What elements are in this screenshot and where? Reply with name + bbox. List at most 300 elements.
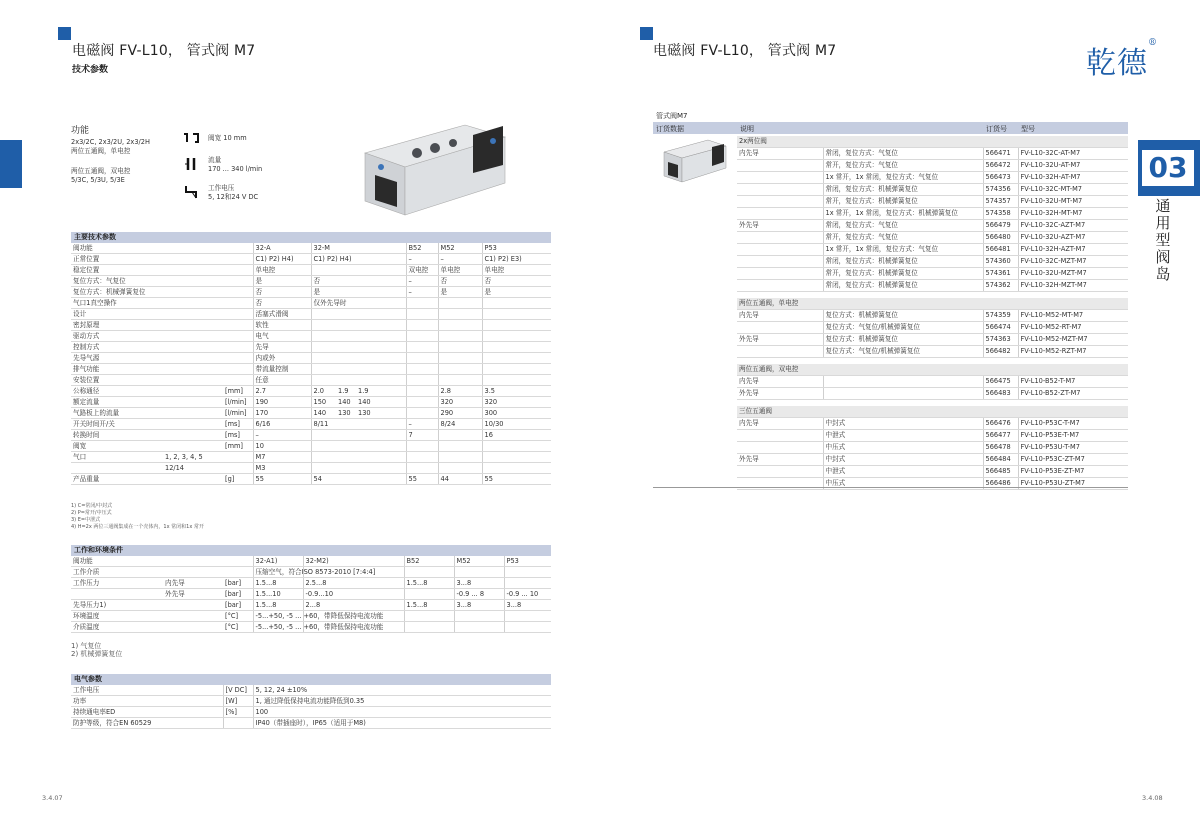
- tab-text-char: 通: [1155, 197, 1171, 215]
- env-table-cell: 1.5...10: [253, 589, 303, 600]
- order-description: 中压式: [823, 478, 983, 490]
- order-pilot: 外先导: [737, 334, 823, 346]
- env-condition-table: [71, 556, 551, 633]
- order-pilot: [737, 280, 823, 292]
- env-table-cell: 阀功能: [71, 556, 163, 567]
- main-table-cell: [336, 353, 356, 364]
- env-table-cell: [°C]: [223, 622, 253, 633]
- order-description: 复位方式：机械弹簧复位: [823, 310, 983, 322]
- main-table-cell: [283, 353, 311, 364]
- main-table-cell: [438, 320, 482, 331]
- main-table-row: [71, 243, 551, 254]
- order-pilot: [737, 346, 823, 358]
- env-table-cell: [454, 622, 504, 633]
- main-table-cell: [406, 397, 438, 408]
- main-table-cell: 3.5: [482, 386, 527, 397]
- order-pilot: 内先导: [737, 376, 823, 388]
- main-table-cell: [71, 463, 163, 474]
- order-model: FV-L10-32H-MT-M7: [1018, 208, 1128, 220]
- main-table-cell: 32-A: [253, 243, 283, 254]
- env-table-cell: [°C]: [223, 611, 253, 622]
- main-table-cell: C1) P2) E3): [482, 254, 527, 265]
- footnotes-env: [71, 642, 122, 658]
- main-table-cell: 单电控: [482, 265, 527, 276]
- main-table-cell: [223, 353, 253, 364]
- env-table-header: 工作和环境条件: [71, 545, 551, 556]
- main-table-cell: [406, 386, 438, 397]
- main-table-cell: [438, 441, 482, 452]
- env-table-cell: 32-A1): [253, 556, 303, 567]
- main-table-cell: [163, 276, 223, 287]
- main-table-cell: [356, 463, 406, 474]
- main-table-cell: [356, 364, 406, 375]
- main-table-cell: 300: [482, 408, 527, 419]
- order-valve-image: [660, 138, 730, 184]
- main-table-cell: [527, 397, 551, 408]
- main-table-cell: [527, 408, 551, 419]
- main-table-cell: [336, 320, 356, 331]
- main-table-row: [71, 276, 551, 287]
- main-table-cell: [283, 320, 311, 331]
- elec-table-cell: [V DC]: [223, 685, 253, 696]
- main-table-cell: 130: [336, 408, 356, 419]
- main-table-row: [71, 452, 551, 463]
- main-table-cell: [527, 320, 551, 331]
- main-table-cell: 公称通径: [71, 386, 163, 397]
- brand-logo: [1086, 38, 1158, 82]
- main-table-cell: [336, 441, 356, 452]
- main-table-cell: [336, 364, 356, 375]
- main-table-cell: [283, 441, 311, 452]
- main-table-cell: –: [406, 287, 438, 298]
- order-row: [737, 148, 1128, 160]
- main-table-cell: 阀宽: [71, 441, 163, 452]
- main-table-cell: 170: [253, 408, 283, 419]
- main-table-cell: [482, 364, 527, 375]
- main-table-cell: [283, 463, 311, 474]
- env-table-cell: [504, 578, 551, 589]
- order-header-col1: 订货数据: [656, 125, 684, 133]
- order-number: 574359: [983, 310, 1018, 322]
- main-table-cell: 16: [482, 430, 527, 441]
- main-table-cell: [356, 342, 406, 353]
- order-row: [737, 466, 1128, 478]
- main-table-row: [71, 353, 551, 364]
- order-row: [737, 430, 1128, 442]
- main-table-cell: [g]: [223, 474, 253, 485]
- env-table-cell: M52: [454, 556, 504, 567]
- main-table-cell: [406, 375, 438, 386]
- main-table-cell: [336, 419, 356, 430]
- footnotes-main: [71, 503, 204, 531]
- order-header-col3: 订货号: [986, 125, 1007, 133]
- main-table-cell: [223, 298, 253, 309]
- order-description: 复位方式：气复位/机械弹簧复位: [823, 346, 983, 358]
- main-table-row: [71, 254, 551, 265]
- main-table-cell: [283, 474, 311, 485]
- order-number: 574363: [983, 334, 1018, 346]
- main-table-cell: [283, 408, 311, 419]
- env-table-cell: [bar]: [223, 600, 253, 611]
- main-table-cell: 10: [253, 441, 283, 452]
- env-table-cell: 压缩空气，符合ISO 8573-2010 [7:4:4]: [253, 567, 303, 578]
- footnote-item: 4) H=2x 两位三通阀集成在一个壳体内，1x 常闭和1x 常开: [71, 524, 204, 530]
- main-table-cell: 否: [253, 298, 283, 309]
- order-row: [737, 454, 1128, 466]
- order-description: 常闭，复位方式：机械弹簧复位: [823, 280, 983, 292]
- function-line4: 5/3C, 5/3U, 5/3E: [71, 175, 125, 184]
- main-table-cell: M7: [253, 452, 283, 463]
- order-number: 566479: [983, 220, 1018, 232]
- main-table-cell: 190: [253, 397, 283, 408]
- main-table-cell: [l/min]: [223, 397, 253, 408]
- order-group-label: 2x两位阀: [737, 136, 1128, 148]
- main-table-cell: 140: [311, 408, 336, 419]
- main-table-cell: [283, 419, 311, 430]
- main-table-cell: [406, 298, 438, 309]
- order-model: FV-L10-B52-T-M7: [1018, 376, 1128, 388]
- order-row: [737, 376, 1128, 388]
- main-table-cell: [527, 298, 551, 309]
- valve-width-icon: [182, 131, 202, 145]
- order-pilot: [737, 160, 823, 172]
- main-table-cell: [356, 298, 406, 309]
- tab-text-char: 岛: [1155, 265, 1171, 283]
- main-table-cell: [356, 430, 406, 441]
- main-table-cell: M3: [253, 463, 283, 474]
- order-pilot: 内先导: [737, 148, 823, 160]
- footnote-item: 2) P=常开/中压式: [71, 510, 112, 516]
- main-table-cell: 否: [438, 276, 482, 287]
- order-description: 常开，复位方式：气复位: [823, 232, 983, 244]
- order-number: 566481: [983, 244, 1018, 256]
- main-table-cell: [311, 353, 336, 364]
- env-table-cell: [163, 556, 223, 567]
- main-table-cell: [527, 243, 551, 254]
- env-table-row: [71, 567, 551, 578]
- order-row: [737, 208, 1128, 220]
- main-table-cell: 2.8: [438, 386, 482, 397]
- env-table-cell: [404, 611, 454, 622]
- main-table-cell: [406, 342, 438, 353]
- main-table-cell: [527, 265, 551, 276]
- order-model: FV-L10-32U-AZT-M7: [1018, 232, 1128, 244]
- main-table-cell: 1.9: [336, 386, 356, 397]
- main-table-cell: 是: [311, 287, 336, 298]
- main-table-cell: 10/30: [482, 419, 527, 430]
- env-table-cell: 工作介质: [71, 567, 163, 578]
- env-table-cell: -0.9 ... 8: [454, 589, 504, 600]
- section-label: 管式阀M7: [656, 112, 688, 120]
- order-number: 566478: [983, 442, 1018, 454]
- main-table-cell: [356, 287, 406, 298]
- main-table-row: [71, 386, 551, 397]
- env-table-cell: [404, 622, 454, 633]
- env-table-cell: [404, 567, 454, 578]
- footnote-item: 3) E=中泄式: [71, 517, 101, 523]
- elec-table-row: [71, 696, 551, 707]
- env-table-cell: B52: [404, 556, 454, 567]
- flow-icon: [182, 156, 202, 172]
- main-table-row: [71, 298, 551, 309]
- elec-table-cell: 持续通电率ED: [71, 707, 223, 718]
- main-table-cell: 1.9: [356, 386, 406, 397]
- main-table-cell: [336, 276, 356, 287]
- elec-param-table: [71, 685, 551, 729]
- main-table-cell: [163, 364, 223, 375]
- right-page-number: 3.4.08: [1142, 794, 1163, 802]
- main-table-cell: M52: [438, 243, 482, 254]
- main-table-cell: [336, 342, 356, 353]
- order-model: FV-L10-32H-AZT-M7: [1018, 244, 1128, 256]
- order-description: 常闭，复位方式：气复位: [823, 148, 983, 160]
- main-table-cell: [336, 452, 356, 463]
- order-model: FV-L10-32C-MZT-M7: [1018, 256, 1128, 268]
- main-table-cell: [527, 452, 551, 463]
- order-model: FV-L10-32U-MT-M7: [1018, 196, 1128, 208]
- order-pilot: [737, 322, 823, 334]
- main-table-cell: 带流量控制: [253, 364, 283, 375]
- env-table-cell: 先导压力1): [71, 600, 163, 611]
- main-table-header: 主要技术参数: [71, 232, 551, 243]
- main-table-cell: 12/14: [163, 463, 223, 474]
- order-data-table: [737, 136, 1128, 490]
- function-line1: 2x3/2C, 2x3/2U, 2x3/2H: [71, 138, 150, 146]
- order-model: FV-L10-32C-AZT-M7: [1018, 220, 1128, 232]
- env-table-cell: 1.5...8: [404, 578, 454, 589]
- order-description: 常闭，复位方式：机械弹簧复位: [823, 256, 983, 268]
- main-table-cell: [438, 452, 482, 463]
- main-table-cell: [356, 265, 406, 276]
- elec-table-cell: [%]: [223, 707, 253, 718]
- main-table-cell: [527, 375, 551, 386]
- order-row: [737, 322, 1128, 334]
- left-side-tab: [0, 140, 22, 188]
- main-table-cell: 产品重量: [71, 474, 163, 485]
- main-table-cell: [163, 474, 223, 485]
- order-number: 566475: [983, 376, 1018, 388]
- main-table-cell: 阀功能: [71, 243, 163, 254]
- env-table-cell: -0.9...10: [303, 589, 404, 600]
- main-table-cell: 55: [253, 474, 283, 485]
- main-table-cell: [163, 419, 223, 430]
- main-table-cell: [163, 331, 223, 342]
- env-table-cell: [163, 622, 223, 633]
- env-table-cell: [71, 589, 163, 600]
- main-table-cell: [336, 331, 356, 342]
- order-group-label: 两位五通阀，双电控: [737, 364, 1128, 376]
- main-table-cell: 设计: [71, 309, 163, 320]
- main-table-cell: [438, 298, 482, 309]
- main-table-row: [71, 265, 551, 276]
- main-table-cell: 8/11: [311, 419, 336, 430]
- main-table-cell: B52: [406, 243, 438, 254]
- main-table-cell: [283, 276, 311, 287]
- main-table-cell: 密封原理: [71, 320, 163, 331]
- main-table-cell: 驱动方式: [71, 331, 163, 342]
- main-table-cell: [163, 320, 223, 331]
- main-table-cell: 290: [438, 408, 482, 419]
- order-number: 574357: [983, 196, 1018, 208]
- brand-name: 乾德: [1086, 46, 1148, 81]
- order-number: 574360: [983, 256, 1018, 268]
- main-table-cell: 54: [311, 474, 336, 485]
- main-table-cell: [527, 287, 551, 298]
- main-table-cell: 44: [438, 474, 482, 485]
- order-description: 1x 常开，1x 常闭，复位方式：气复位: [823, 244, 983, 256]
- main-table-cell: [163, 353, 223, 364]
- main-table-row: [71, 408, 551, 419]
- order-pilot: 内先导: [737, 418, 823, 430]
- elec-table-cell: 100: [253, 707, 551, 718]
- main-table-cell: [527, 386, 551, 397]
- order-number: 574362: [983, 280, 1018, 292]
- order-row: [737, 256, 1128, 268]
- main-table-cell: [356, 331, 406, 342]
- main-table-cell: [311, 320, 336, 331]
- main-table-cell: –: [406, 419, 438, 430]
- main-table-cell: [527, 309, 551, 320]
- order-model: FV-L10-P53C-T-M7: [1018, 418, 1128, 430]
- main-table-cell: [482, 309, 527, 320]
- main-table-cell: 1, 2, 3, 4, 5: [163, 452, 223, 463]
- order-model: FV-L10-P53E-ZT-M7: [1018, 466, 1128, 478]
- main-table-cell: 否: [482, 276, 527, 287]
- order-pilot: [737, 268, 823, 280]
- order-model: FV-L10-P53U-T-M7: [1018, 442, 1128, 454]
- main-table-cell: 130: [356, 408, 406, 419]
- order-model: FV-L10-P53E-T-M7: [1018, 430, 1128, 442]
- main-table-cell: [527, 353, 551, 364]
- order-pilot: [737, 442, 823, 454]
- main-table-cell: 排气功能: [71, 364, 163, 375]
- env-table-cell: [163, 567, 223, 578]
- main-table-cell: 软性: [253, 320, 283, 331]
- main-table-cell: [482, 463, 527, 474]
- main-table-cell: 55: [482, 474, 527, 485]
- order-model: FV-L10-32C-MT-M7: [1018, 184, 1128, 196]
- main-table-cell: 转换时间: [71, 430, 163, 441]
- main-table-cell: [406, 408, 438, 419]
- voltage-icon: [182, 184, 202, 200]
- order-group-row: [737, 298, 1128, 310]
- env-table-cell: 3...8: [454, 578, 504, 589]
- order-description: 1x 常开，1x 常闭，复位方式：气复位: [823, 172, 983, 184]
- order-pilot: [737, 430, 823, 442]
- env-table-cell: -5...+50, -5 ... +60，带降低保持电流功能: [253, 622, 303, 633]
- main-table-cell: [223, 342, 253, 353]
- main-table-cell: [283, 386, 311, 397]
- env-table-cell: [454, 567, 504, 578]
- main-table-cell: 稳定位置: [71, 265, 163, 276]
- main-table-cell: [283, 397, 311, 408]
- main-table-cell: [356, 419, 406, 430]
- env-table-cell: [bar]: [223, 578, 253, 589]
- order-number: 566483: [983, 388, 1018, 400]
- env-table-cell: 1.5...8: [253, 578, 303, 589]
- order-number: 574361: [983, 268, 1018, 280]
- main-table-cell: 电气: [253, 331, 283, 342]
- order-bottom-rule: [653, 487, 1128, 488]
- env-table-cell: 工作压力: [71, 578, 163, 589]
- order-row: [737, 172, 1128, 184]
- order-description: 常开，复位方式：机械弹簧复位: [823, 268, 983, 280]
- main-table-cell: [l/min]: [223, 408, 253, 419]
- main-table-cell: [406, 320, 438, 331]
- spec-width-text: 阀宽 10 mm: [208, 134, 247, 142]
- main-table-cell: [356, 441, 406, 452]
- main-table-cell: 6/16: [253, 419, 283, 430]
- order-number: 574358: [983, 208, 1018, 220]
- main-table-cell: [406, 364, 438, 375]
- order-row: [737, 184, 1128, 196]
- footnote-item: 1) 气复位: [71, 642, 102, 650]
- main-table-cell: 正常位置: [71, 254, 163, 265]
- main-table-cell: [356, 375, 406, 386]
- main-table-row: [71, 375, 551, 386]
- order-group-row: [737, 136, 1128, 148]
- tab-vertical-text: [1153, 198, 1173, 283]
- main-table-cell: [527, 419, 551, 430]
- order-number: 566472: [983, 160, 1018, 172]
- main-table-cell: [223, 243, 253, 254]
- main-table-cell: [482, 441, 527, 452]
- main-table-cell: [163, 397, 223, 408]
- main-table-cell: [163, 430, 223, 441]
- main-table-row: [71, 320, 551, 331]
- main-table-cell: [163, 254, 223, 265]
- env-table-cell: [454, 611, 504, 622]
- main-table-cell: [438, 463, 482, 474]
- env-table-cell: [504, 622, 551, 633]
- order-header-col2: 说明: [740, 125, 754, 133]
- left-page-subtitle: 技术参数: [72, 65, 109, 75]
- order-header: [653, 122, 1128, 134]
- main-table-cell: [356, 452, 406, 463]
- order-group-label: 两位五通阀，单电控: [737, 298, 1128, 310]
- main-table-cell: [283, 430, 311, 441]
- main-table-cell: [311, 309, 336, 320]
- env-table-row: [71, 611, 551, 622]
- main-table-cell: 2.0: [311, 386, 336, 397]
- order-model: FV-L10-B52-ZT-M7: [1018, 388, 1128, 400]
- main-table-cell: 安装位置: [71, 375, 163, 386]
- main-table-cell: [438, 331, 482, 342]
- footnote-item: 1) C=常闭/中封式: [71, 503, 113, 509]
- env-table-cell: 内先导: [163, 578, 223, 589]
- elec-table-cell: [223, 718, 253, 729]
- env-table-row: [71, 600, 551, 611]
- main-table-cell: [mm]: [223, 441, 253, 452]
- order-pilot: [737, 196, 823, 208]
- order-number: 566474: [983, 322, 1018, 334]
- order-header-col4: 型号: [1021, 125, 1035, 133]
- function-heading: 功能: [71, 126, 90, 136]
- main-table-cell: 双电控: [406, 265, 438, 276]
- main-table-cell: [283, 452, 311, 463]
- main-table-cell: 320: [438, 397, 482, 408]
- main-table-cell: [223, 265, 253, 276]
- main-table-cell: [ms]: [223, 430, 253, 441]
- env-table-cell: 2.5...8: [303, 578, 404, 589]
- main-table-cell: 气口: [71, 452, 163, 463]
- main-table-cell: [336, 375, 356, 386]
- main-table-cell: [406, 441, 438, 452]
- env-table-cell: 环境温度: [71, 611, 163, 622]
- order-description: 中泄式: [823, 466, 983, 478]
- env-table-cell: 外先导: [163, 589, 223, 600]
- elec-table-row: [71, 707, 551, 718]
